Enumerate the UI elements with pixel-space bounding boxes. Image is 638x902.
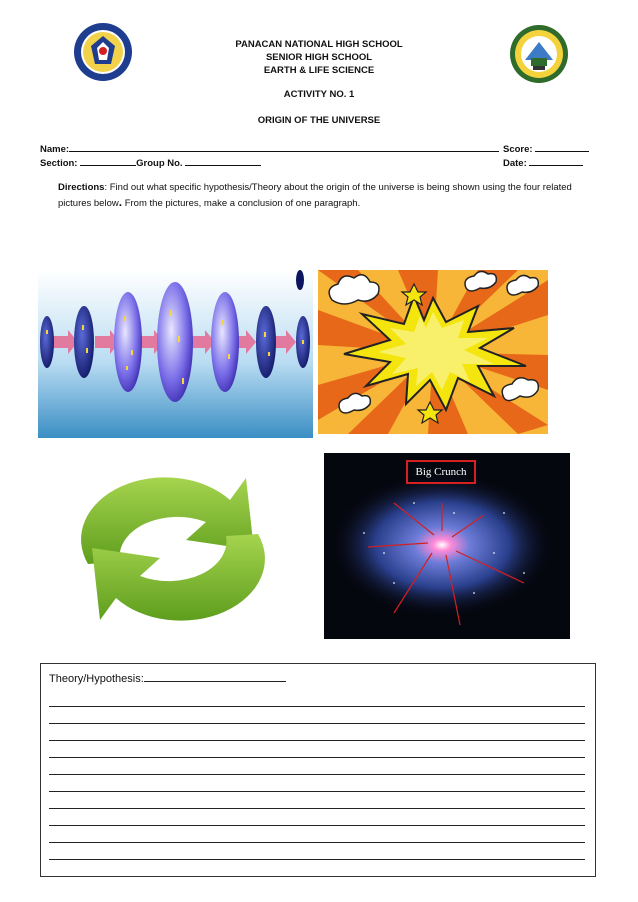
score-blank[interactable] <box>535 142 589 152</box>
school-level: SENIOR HIGH SCHOOL <box>265 52 373 63</box>
big-crunch-caption: Big Crunch <box>406 460 476 484</box>
activity-topic: ORIGIN OF THE UNIVERSE <box>257 115 381 126</box>
name-blank[interactable] <box>69 142 499 152</box>
answer-line[interactable] <box>49 723 585 724</box>
section-label: Section: <box>40 158 78 169</box>
name-field-row <box>40 142 499 155</box>
explosion-starburst-picture <box>318 270 548 434</box>
date-field-row <box>503 156 583 169</box>
section-blank[interactable] <box>80 156 136 166</box>
answer-line[interactable] <box>49 825 585 826</box>
answer-line[interactable] <box>49 706 585 707</box>
section-field-row <box>40 156 261 169</box>
date-blank[interactable] <box>529 156 583 166</box>
answer-box <box>40 663 596 877</box>
group-blank[interactable] <box>185 156 261 166</box>
score-label: Score: <box>503 144 533 155</box>
answer-line[interactable] <box>49 774 585 775</box>
directions-paragraph: Directions: Find out what specific hypothesis/Theory about the origin of the universe is being shown using the four related pictures below. From the pictures, make a conclusion of one paragraph. <box>58 182 572 209</box>
cycle-arrows-picture <box>42 452 304 644</box>
theory-blank[interactable] <box>144 671 286 682</box>
theory-field-row <box>49 671 286 685</box>
school-name: PANACAN NATIONAL HIGH SCHOOL <box>235 39 403 50</box>
answer-line[interactable] <box>49 808 585 809</box>
answer-line[interactable] <box>49 740 585 741</box>
answer-line[interactable] <box>49 842 585 843</box>
answer-line[interactable] <box>49 859 585 860</box>
directions-label: Directions <box>58 182 105 193</box>
date-label: Date: <box>503 158 527 169</box>
answer-line[interactable] <box>49 757 585 758</box>
name-label: Name: <box>40 144 70 155</box>
directions-text-end: From the pictures, make a conclusion of one paragraph. <box>122 198 361 209</box>
theory-label: Theory/Hypothesis: <box>49 673 144 685</box>
directions-text: : Find out what specific hypothesis/Theory about the origin of the universe is being shown using the four related pictures below <box>58 182 572 209</box>
subject-title: EARTH & LIFE SCIENCE <box>263 65 375 76</box>
activity-number: ACTIVITY NO. 1 <box>283 89 355 100</box>
answer-line[interactable] <box>49 791 585 792</box>
oscillating-universe-picture <box>38 270 313 438</box>
big-crunch-galaxy-picture <box>324 453 570 639</box>
group-label: Group No. <box>136 158 183 169</box>
score-field-row <box>503 142 589 155</box>
